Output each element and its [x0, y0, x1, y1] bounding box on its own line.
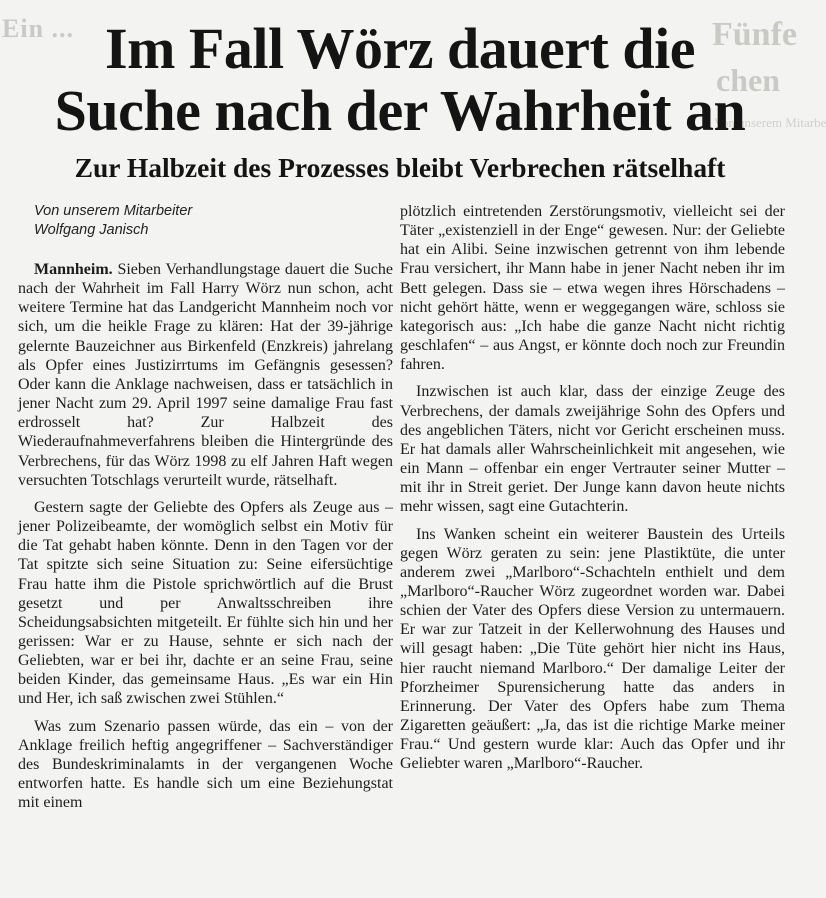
byline-author-name: Wolfgang Janisch — [34, 222, 149, 238]
background-fragment-top-right-1: Fünfe — [712, 16, 797, 53]
headline-line-1: Im Fall Wörz dauert die — [105, 16, 695, 81]
article-column-left — [18, 202, 393, 812]
background-fragment-top-right-3: Von unserem Mitarbe — [714, 115, 826, 130]
article-dateline: Mannheim. — [34, 261, 113, 278]
byline-author-role: Von unserem Mitarbeiter — [34, 203, 193, 219]
background-fragment-top-right-2: chen — [716, 62, 780, 98]
article-paragraph: Inzwischen ist auch klar, dass der einzige Zeuge des Verbrechens, der damals zweijährige Sohn des Opfers und des angeblichen Täters, nicht vor Gericht erscheinen muss. Er hat damals aller Wahrscheinlichkeit mit angesehen, wie ein Mann – offenbar ein enger Vertrauter seiner Mutter – mit ihr in Streit geriet. Der Junge kann davon heute nichts mehr wissen, sagt eine Gutachterin. — [400, 383, 785, 516]
article-headline — [0, 18, 800, 142]
article-paragraph-text: Sieben Verhandlungstage dauert die Suche nach der Wahrheit im Fall Harry Wörz nun schon, acht weitere Termine hat das Landgericht Mannheim noch vor sich, um die heikle Frage zu klären: Hat der 39-jährige gelernte Bauzeichner aus Birkenfeld (Enzkreis) jahrelang als Opfer eines Justizirrtums im Gefängnis gesessen? Oder kann die Anklage nachweisen, dass er tatsächlich in jener Nacht zum 29. April 1997 seine damalige Frau fast erdrosselt hat? Zur Halbzeit des Wiederaufnahmeverfahrens bleiben die Hintergründe des Verbrechens, für das Wörz 1998 zu elf Jahren Haft wegen versuchten Totschlags verurteilt wurde, rätselhaft. — [18, 261, 394, 489]
article-paragraph: plötzlich eintretenden Zerstörungsmotiv, vielleicht sei der Täter „existenziell in der Enge“ gewesen. Nur: der Geliebte hat ein Alibi. Seine inzwischen getrennt von ihm lebende Frau versichert, ihr Mann habe in jener Nacht neben ihr im Bett gelegen. Dass sie – etwa wegen ihres Hörschadens – nicht gehört hätte, wenn er weggegangen wäre, schloss sie kategorisch aus: „Ich habe die ganze Nacht nicht richtig geschlafen“ – aus Angst, er könnte doch noch zur Freundin fahren. — [400, 203, 785, 374]
headline-line-2: Suche nach der Wahrheit an — [54, 78, 746, 143]
article-column-right — [400, 202, 785, 774]
article-paragraph: Was zum Szenario passen würde, das ein – von der Anklage freilich heftig angegriffener – Sachverständiger des Bundeskriminalamts in der vergangenen Woche entworfen hatte. Es handle sich um eine Beziehungstat mit einem — [18, 717, 393, 812]
article-paragraph: Gestern sagte der Geliebte des Opfers als Zeuge aus – jener Polizeibeamte, der womöglich selbst ein Motiv für die Tat gehabt haben könnte. Denn in den Tagen vor der Tat spitzte sich seine Situation zu: Seine eifersüchtige Frau hatte ihm die Pistole sprichwörtlich auf die Brust gesetzt und per Anwaltsschreiben ihre Scheidungsabsichten mitgeteilt. Er fühlte sich hin und her gerissen: War er zu Hause, sehnte er sich nach der Geliebten, war er bei ihr, dachte er an seine Frau, seine beiden Kinder, das gemeinsame Haus. „Es war ein Hin und Her, ich saß zwischen zwei Stühlen.“ — [18, 498, 393, 708]
background-fragment-top-left: Ein ... — [2, 14, 75, 43]
article-subheadline: Zur Halbzeit des Prozesses bleibt Verbrechen rätselhaft — [74, 152, 726, 183]
article-paragraph: Ins Wanken scheint ein weiterer Baustein des Urteils gegen Wörz geraten zu sein: jene Plastiktüte, die unter anderem zwei „Marlboro“-Schachteln enthielt und dem „Marlboro“-Raucher Wörz zugeordnet worden war. Dabei schien der Vater des Opfers diese Version zu untermauern. Er war zur Tatzeit in der Kellerwohnung des Hauses und will gesagt haben: „Die Tüte gehört hier nicht ins Haus, hier raucht niemand Marlboro.“ Der damalige Leiter der Pforzheimer Spurensicherung hatte das anders in Erinnerung. Der Vater des Opfers habe zum Thema Zigaretten geäußert: „Ja, das ist die richtige Marke meiner Frau.“ Und gestern wurde klar: Auch das Opfer und ihr Geliebter waren „Marlboro“-Raucher. — [400, 525, 785, 773]
article-paragraph — [18, 260, 393, 490]
